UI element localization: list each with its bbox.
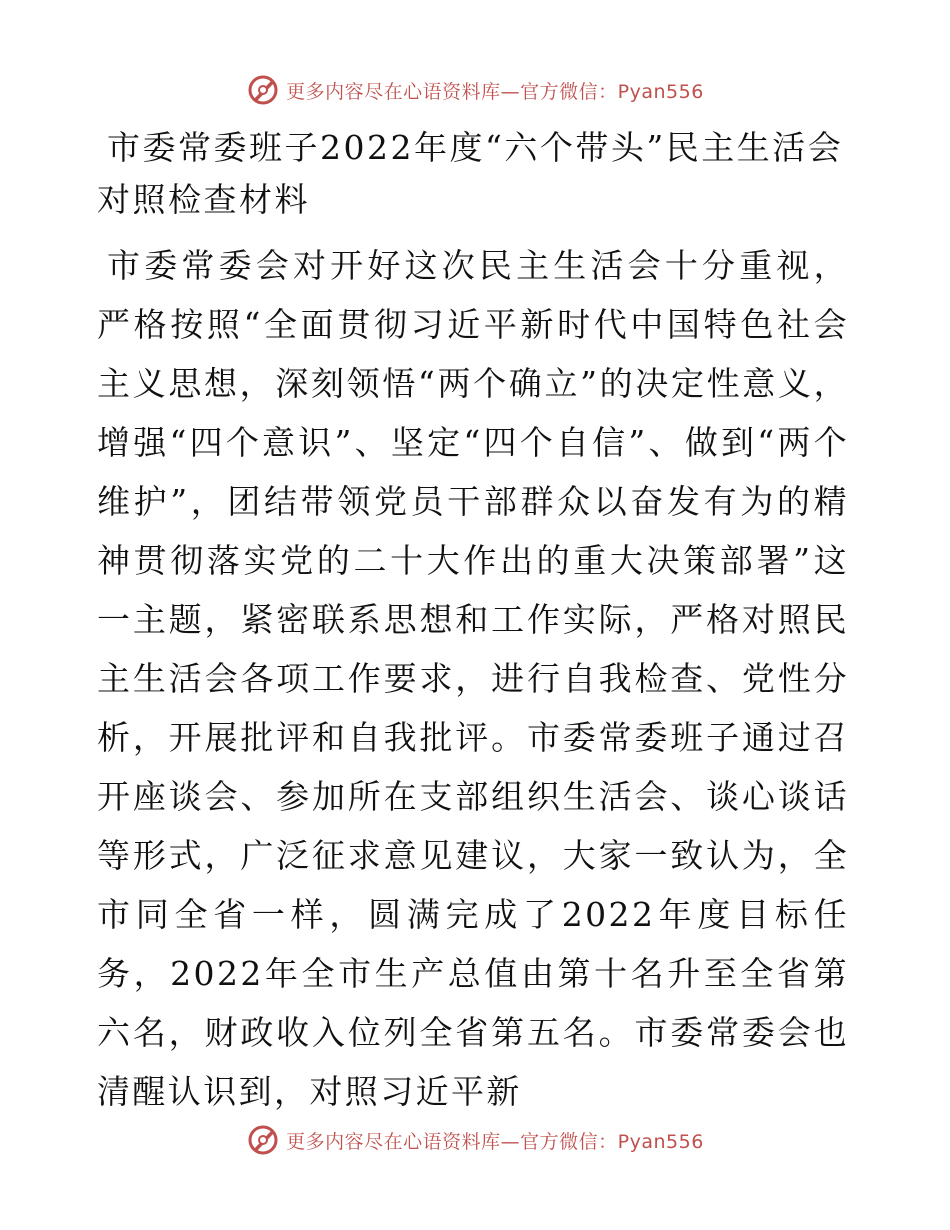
document-title: 市委常委班子2022年度“六个带头”民主生活会对照检查材料 — [97, 128, 844, 219]
document-paragraph: 市委常委会对开好这次民主生活会十分重视，严格按照“全面贯彻习近平新时代中国特色社会主义思想，深刻领悟“两个确立”的决定性意义，增强“四个意识”、坚定“四个自信”、做到“两个维护”，团结带领党员干部群众以奋发有为的精神贯彻落实党的二十大作出的重大决策部署”这一主题，紧密联系思想和工作实际，严格对照民主生活会各项工作要求，进行自我检查、党性分析，开展批评和自我批评。市委常委班子通过召开座谈会、参加所在支部组织生活会、谈心谈话等形式，广泛征求意见建议，大家一致认为，全市同全省一样，圆满完成了2022年度目标任务，2022年全市生产总值由第十名升至全省第六名，财政收入位列全省第五名。市委常委会也清醒认识到，对照习近平新 — [97, 246, 849, 1111]
footer-banner-text: 更多内容尽在心语资料库—官方微信：Pyan556 — [286, 1130, 704, 1153]
header-banner-text: 更多内容尽在心语资料库—官方微信：Pyan556 — [286, 80, 704, 103]
header-banner — [0, 70, 950, 110]
quill-pen-logo-icon — [246, 1123, 280, 1157]
quill-pen-logo-icon — [246, 73, 280, 107]
document-body — [97, 122, 849, 1121]
footer-banner — [0, 1120, 950, 1160]
